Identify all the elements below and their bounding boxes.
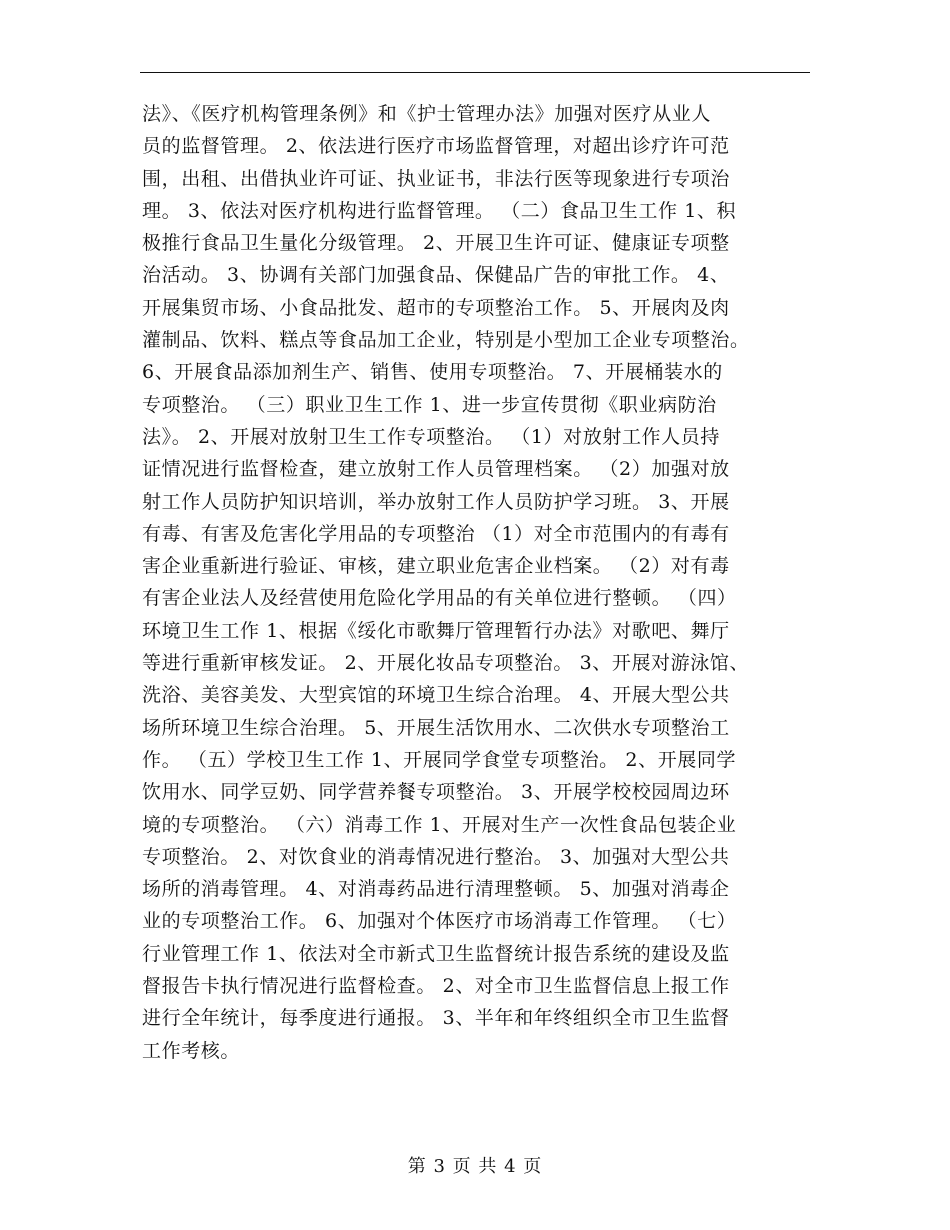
page-number-label: 第 3 页 共 4 页	[407, 1156, 543, 1177]
text-line: 督报告卡执行情况进行监督检查。 2、对全市卫生监督信息上报工作	[142, 975, 730, 998]
page-footer	[0, 1152, 950, 1178]
text-line: 场所环境卫生综合治理。 5、开展生活饮用水、二次供水专项整治工	[142, 716, 730, 739]
text-line: 极推行食品卫生量化分级管理。 2、开展卫生许可证、健康证专项整	[142, 232, 730, 255]
text-line: 境的专项整治。 （六）消毒工作 1、开展对生产一次性食品包装企业	[142, 813, 737, 836]
text-line: 开展集贸市场、小食品批发、超市的专项整治工作。 5、开展肉及肉	[142, 296, 730, 319]
text-line: 员的监督管理。 2、依法进行医疗市场监督管理，对超出诊疗许可范	[142, 135, 730, 158]
text-line: 射工作人员防护知识培训，举办放射工作人员防护学习班。 3、开展	[142, 490, 730, 513]
text-line: 灌制品、饮料、糕点等食品加工企业，特别是小型加工企业专项整治。	[142, 329, 750, 352]
text-line: 饮用水、同学豆奶、同学营养餐专项整治。 3、开展学校校园周边环	[142, 781, 730, 804]
text-line: 专项整治。 2、对饮食业的消毒情况进行整治。 3、加强对大型公共	[142, 845, 730, 868]
text-line: 进行全年统计，每季度进行通报。 3、半年和年终组织全市卫生监督	[142, 1007, 730, 1030]
text-line: 环境卫生工作 1、根据《绥化市歌舞厅管理暂行办法》对歌吧、舞厅	[142, 619, 730, 642]
body-text	[142, 98, 812, 1067]
text-line: 法》、《医疗机构管理条例》和《护士管理办法》加强对医疗从业人	[142, 103, 712, 125]
text-line: 业的专项整治工作。 6、加强对个体医疗市场消毒工作管理。 （七）	[142, 910, 737, 933]
text-line: 专项整治。 （三）职业卫生工作 1、进一步宣传贯彻《职业病防治	[142, 393, 717, 416]
text-line: 证情况进行监督检查，建立放射工作人员管理档案。 （2）加强对放	[142, 458, 730, 481]
text-line: 有害企业法人及经营使用危险化学用品的有关单位进行整顿。 （四）	[142, 587, 737, 610]
text-line: 洗浴、美容美发、大型宾馆的环境卫生综合治理。 4、开展大型公共	[142, 684, 730, 707]
text-line: 法》。 2、开展对放射卫生工作专项整治。 （1）对放射工作人员持	[142, 425, 720, 448]
text-line: 理。 3、依法对医疗机构进行监督管理。 （二）食品卫生工作 1、积	[142, 199, 737, 222]
text-line: 治活动。 3、协调有关部门加强食品、保健品广告的审批工作。 4、	[142, 264, 730, 287]
text-line: 场所的消毒管理。 4、对消毒药品进行清理整顿。 5、加强对消毒企	[142, 878, 730, 901]
text-line: 等进行重新审核发证。 2、开展化妆品专项整治。 3、开展对游泳馆、	[142, 652, 750, 675]
text-line: 作。 （五）学校卫生工作 1、开展同学食堂专项整治。 2、开展同学	[142, 748, 737, 771]
text-line: 有毒、有害及危害化学用品的专项整治 （1）对全市范围内的有毒有	[142, 522, 730, 545]
text-line: 害企业重新进行验证、审核，建立职业危害企业档案。 （2）对有毒	[142, 555, 730, 578]
text-line: 行业管理工作 1、依法对全市新式卫生监督统计报告系统的建设及监	[142, 942, 730, 965]
header-rule	[140, 72, 810, 73]
text-line: 围，出租、出借执业许可证、执业证书，非法行医等现象进行专项治	[142, 167, 731, 190]
text-line: 6、开展食品添加剂生产、销售、使用专项整治。 7、开展桶装水的	[142, 361, 723, 384]
text-line: 工作考核。	[142, 1039, 241, 1062]
